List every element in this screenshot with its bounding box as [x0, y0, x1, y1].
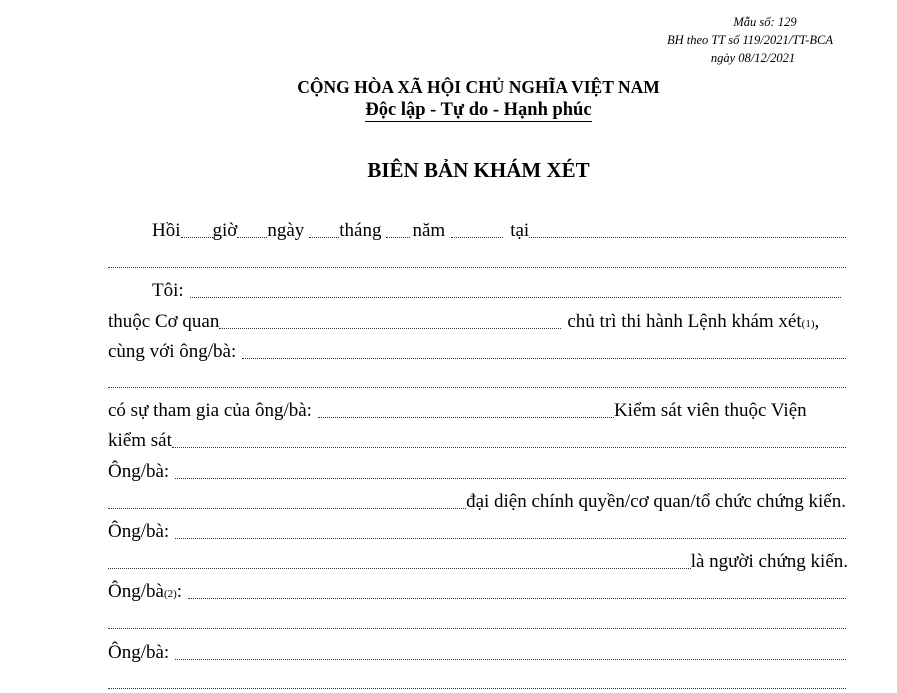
label-la-nguoi-chung-kien: là người chứng kiến.	[690, 551, 848, 572]
additional-person-line	[108, 641, 846, 665]
label-co-su-tham-gia: có sự tham gia của ông/bà:	[108, 400, 312, 421]
label-tai: tại	[510, 220, 530, 241]
field-accompanied-by[interactable]	[242, 357, 846, 359]
local-rep-line	[108, 460, 846, 484]
label-nam: năm	[412, 220, 446, 241]
label-gio: giờ	[212, 220, 238, 241]
witness-role-line	[108, 550, 848, 574]
field-additional-person-continued[interactable]	[108, 687, 846, 689]
document-title: BIÊN BẢN KHÁM XÉT	[367, 158, 590, 182]
label-ong-ba-1: Ông/bà:	[108, 461, 170, 482]
comma: ,	[814, 311, 820, 332]
motto-text: Độc lập - Tự do - Hạnh phúc	[365, 100, 592, 120]
field-procuracy[interactable]	[172, 446, 846, 448]
label-cung-voi: cùng với ông/bà:	[108, 341, 237, 362]
field-hour[interactable]	[181, 236, 213, 238]
field-witness-name[interactable]	[175, 537, 846, 539]
field-accompanied-by-continued[interactable]	[108, 386, 846, 388]
time-place-line	[108, 219, 846, 243]
form-number: Mẫu số: 129	[733, 15, 797, 29]
nation-name: CỘNG HÒA XÃ HỘI CHỦ NGHĨA VIỆT NAM	[297, 77, 660, 97]
field-witness-continued[interactable]	[108, 567, 691, 569]
field-local-rep-name[interactable]	[175, 477, 846, 479]
label-ong-ba-4: Ông/bà:	[108, 642, 170, 663]
field-place-continued[interactable]	[108, 266, 846, 268]
nation-motto	[0, 100, 897, 121]
participant-line	[108, 399, 846, 423]
field-other-person-name[interactable]	[188, 597, 846, 599]
label-chu-tri: chủ trì thi hành Lệnh khám xét	[567, 311, 802, 332]
field-month[interactable]	[386, 236, 410, 238]
colon: :	[176, 581, 183, 602]
field-officer-name[interactable]	[190, 296, 841, 298]
field-other-person-continued[interactable]	[108, 627, 846, 629]
procuracy-line	[108, 429, 846, 453]
local-rep-role-line	[108, 490, 846, 514]
field-additional-person-name[interactable]	[175, 658, 846, 660]
field-local-rep-continued[interactable]	[108, 507, 466, 509]
label-ngay: ngày	[267, 220, 305, 241]
label-kiem-sat-vien: Kiểm sát viên thuộc Viện	[613, 400, 807, 421]
accompanied-by-line	[108, 340, 846, 364]
issue-date: ngày 08/12/2021	[710, 51, 796, 65]
label-ong-ba-2: Ông/bà:	[108, 521, 170, 542]
label-toi: Tôi:	[152, 280, 184, 301]
field-place[interactable]	[529, 236, 846, 238]
label-thuoc-co-quan: thuộc Cơ quan	[108, 311, 220, 332]
field-prosecutor-name[interactable]	[318, 416, 614, 418]
officer-line	[108, 279, 841, 303]
label-ong-ba-3: Ông/bà	[108, 581, 164, 602]
label-kiem-sat: kiểm sát	[108, 430, 172, 451]
field-year[interactable]	[451, 236, 503, 238]
field-minute[interactable]	[237, 236, 267, 238]
form-metadata	[640, 13, 860, 67]
issued-by: BH theo TT số 119/2021/TT-BCA	[667, 33, 833, 47]
agency-line: thuộc Cơ quan chủ trì thi hành Lệnh khám xét (1) ,	[108, 311, 820, 332]
witness-line	[108, 520, 846, 544]
field-day[interactable]	[309, 236, 339, 238]
other-person-line: Ông/bà (2) :	[108, 580, 846, 604]
field-agency[interactable]	[219, 327, 561, 329]
label-thang: tháng	[339, 220, 382, 241]
label-hoi: Hồi	[152, 220, 181, 241]
label-dai-dien: đại diện chính quyền/cơ quan/tổ chức chứng kiến.	[466, 491, 846, 512]
